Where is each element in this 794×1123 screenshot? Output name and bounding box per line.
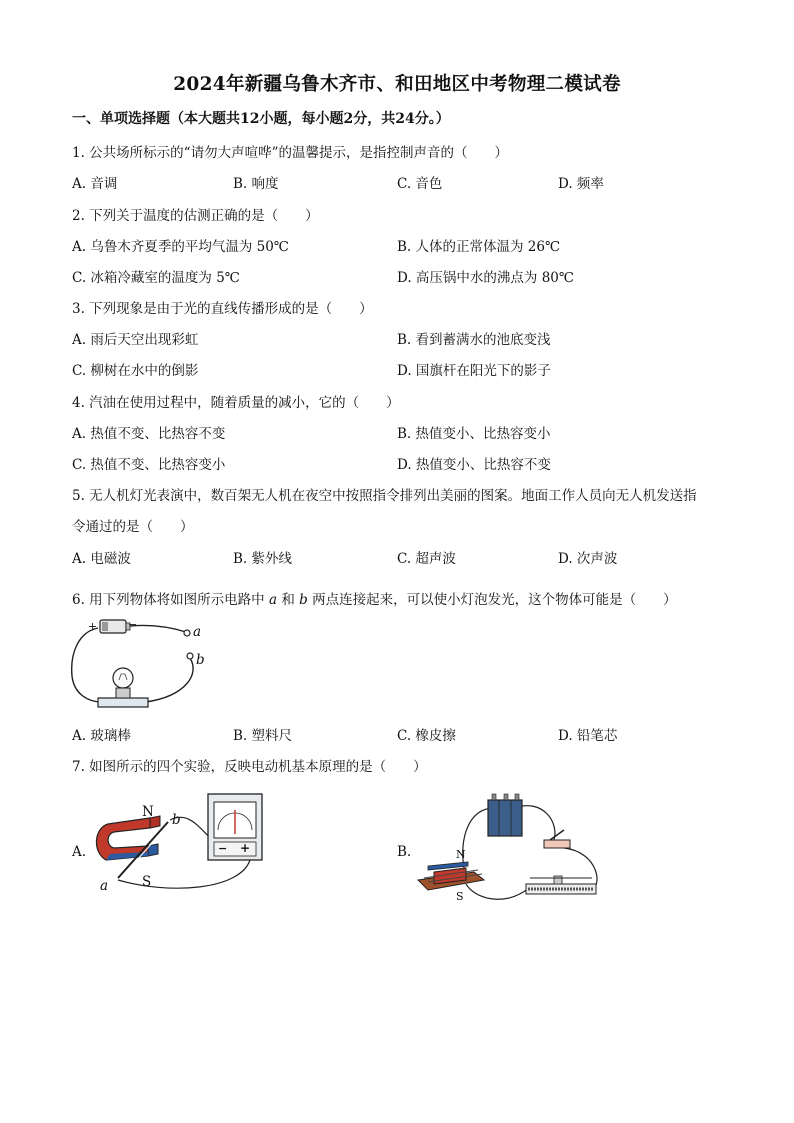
terminal-b-icon — [187, 653, 193, 659]
q6-option-c[interactable]: C. 橡皮擦 — [397, 728, 456, 744]
magnet-b-n-label: N — [456, 848, 466, 861]
q6-stem-pre: 6. 用下列物体将如图所示电路中 — [72, 592, 265, 608]
magnet-s-label: S — [142, 874, 152, 890]
q6-stem-mid: 和 — [281, 592, 295, 608]
light-bulb-icon — [113, 668, 133, 688]
question-4-stem: 4. 汽油在使用过程中，随着质量的减小，它的（ ） — [72, 395, 400, 411]
question-5-stem-line1: 5. 无人机灯光表演中，数百架无人机在夜空中按照指令排列出美丽的图案。地面工作人员向无人机发送指 — [72, 488, 697, 504]
point-b-label: b — [196, 652, 205, 668]
question-3-stem: 3. 下列现象是由于光的直线传播形成的是（ ） — [72, 301, 373, 317]
q3-option-a[interactable]: A. 雨后天空出现彩虹 — [72, 332, 199, 348]
q2-option-d[interactable]: D. 高压锅中水的沸点为 80℃ — [397, 270, 574, 286]
q5-option-b[interactable]: B. 紫外线 — [233, 551, 293, 567]
q1-option-d[interactable]: D. 频率 — [558, 176, 604, 192]
q5-option-d[interactable]: D. 次声波 — [558, 551, 618, 567]
q7-option-a-label[interactable]: A. — [72, 844, 87, 860]
meter-minus-label: − — [218, 842, 228, 855]
experiment-figure-a — [90, 790, 270, 900]
battery-plus-label: + — [88, 620, 98, 633]
q2-option-b[interactable]: B. 人体的正常体温为 26℃ — [397, 239, 561, 255]
q1-option-c[interactable]: C. 音色 — [397, 176, 443, 192]
q6-var-b: b — [299, 592, 308, 608]
q3-option-c[interactable]: C. 柳树在水中的倒影 — [72, 363, 199, 379]
q6-var-a: a — [268, 592, 278, 608]
q4-option-b[interactable]: B. 热值变小、比热容变小 — [397, 426, 551, 442]
q3-option-d[interactable]: D. 国旗杆在阳光下的影子 — [397, 363, 551, 379]
page-title: 2024年新疆乌鲁木齐市、和田地区中考物理二模试卷 — [173, 74, 621, 95]
question-1-stem: 1. 公共场所标示的“请勿大声喧哗”的温馨提示，是指控制声音的（ ） — [72, 145, 508, 161]
magnet-b-s-label: S — [456, 890, 464, 903]
battery-pack-icon — [488, 800, 522, 836]
q1-option-b[interactable]: B. 响度 — [233, 176, 279, 192]
question-5-stem-line2: 令通过的是（ ） — [72, 519, 194, 535]
switch-icon — [544, 840, 570, 848]
battery-minus-label: − — [128, 618, 138, 631]
circuit-figure-q6 — [68, 614, 218, 714]
q7-option-b-label[interactable]: B. — [397, 844, 412, 860]
q2-option-a[interactable]: A. 乌鲁木齐夏季的平均气温为 50℃ — [72, 239, 289, 255]
question-2-stem: 2. 下列关于温度的估测正确的是（ ） — [72, 208, 319, 224]
q5-option-c[interactable]: C. 超声波 — [397, 551, 456, 567]
motor-experiment-diagram — [414, 788, 604, 908]
q4-option-a[interactable]: A. 热值不变、比热容不变 — [72, 426, 226, 442]
q6-option-b[interactable]: B. 塑料尺 — [233, 728, 293, 744]
q6-option-a[interactable]: A. 玻璃棒 — [72, 728, 131, 744]
question-6-stem — [72, 588, 677, 608]
magnet-n-label: N — [142, 804, 154, 820]
meter-plus-label: + — [240, 841, 251, 855]
q5-option-a[interactable]: A. 电磁波 — [72, 551, 131, 567]
q4-option-c[interactable]: C. 热值不变、比热容变小 — [72, 457, 226, 473]
q2-option-c[interactable]: C. 冰箱冷藏室的温度为 5℃ — [72, 270, 240, 286]
q3-option-b[interactable]: B. 看到蓄满水的池底变浅 — [397, 332, 551, 348]
terminal-a-icon — [184, 630, 190, 636]
lamp-base-icon — [98, 698, 148, 707]
q6-option-d[interactable]: D. 铅笔芯 — [558, 728, 618, 744]
q1-option-a[interactable]: A. 音调 — [72, 176, 118, 192]
rod-end-a-label: a — [100, 878, 109, 894]
point-a-label: a — [193, 624, 202, 640]
q6-stem-post: 两点连接起来，可以使小灯泡发光，这个物体可能是（ ） — [312, 592, 677, 608]
experiment-figure-b — [414, 788, 604, 908]
rod-end-b-label: b — [172, 812, 181, 828]
section-heading: 一、单项选择题（本大题共12小题，每小题2分，共24分。） — [72, 111, 450, 127]
q4-option-d[interactable]: D. 热值变小、比热容不变 — [397, 457, 551, 473]
question-7-stem: 7. 如图所示的四个实验，反映电动机基本原理的是（ ） — [72, 759, 427, 775]
